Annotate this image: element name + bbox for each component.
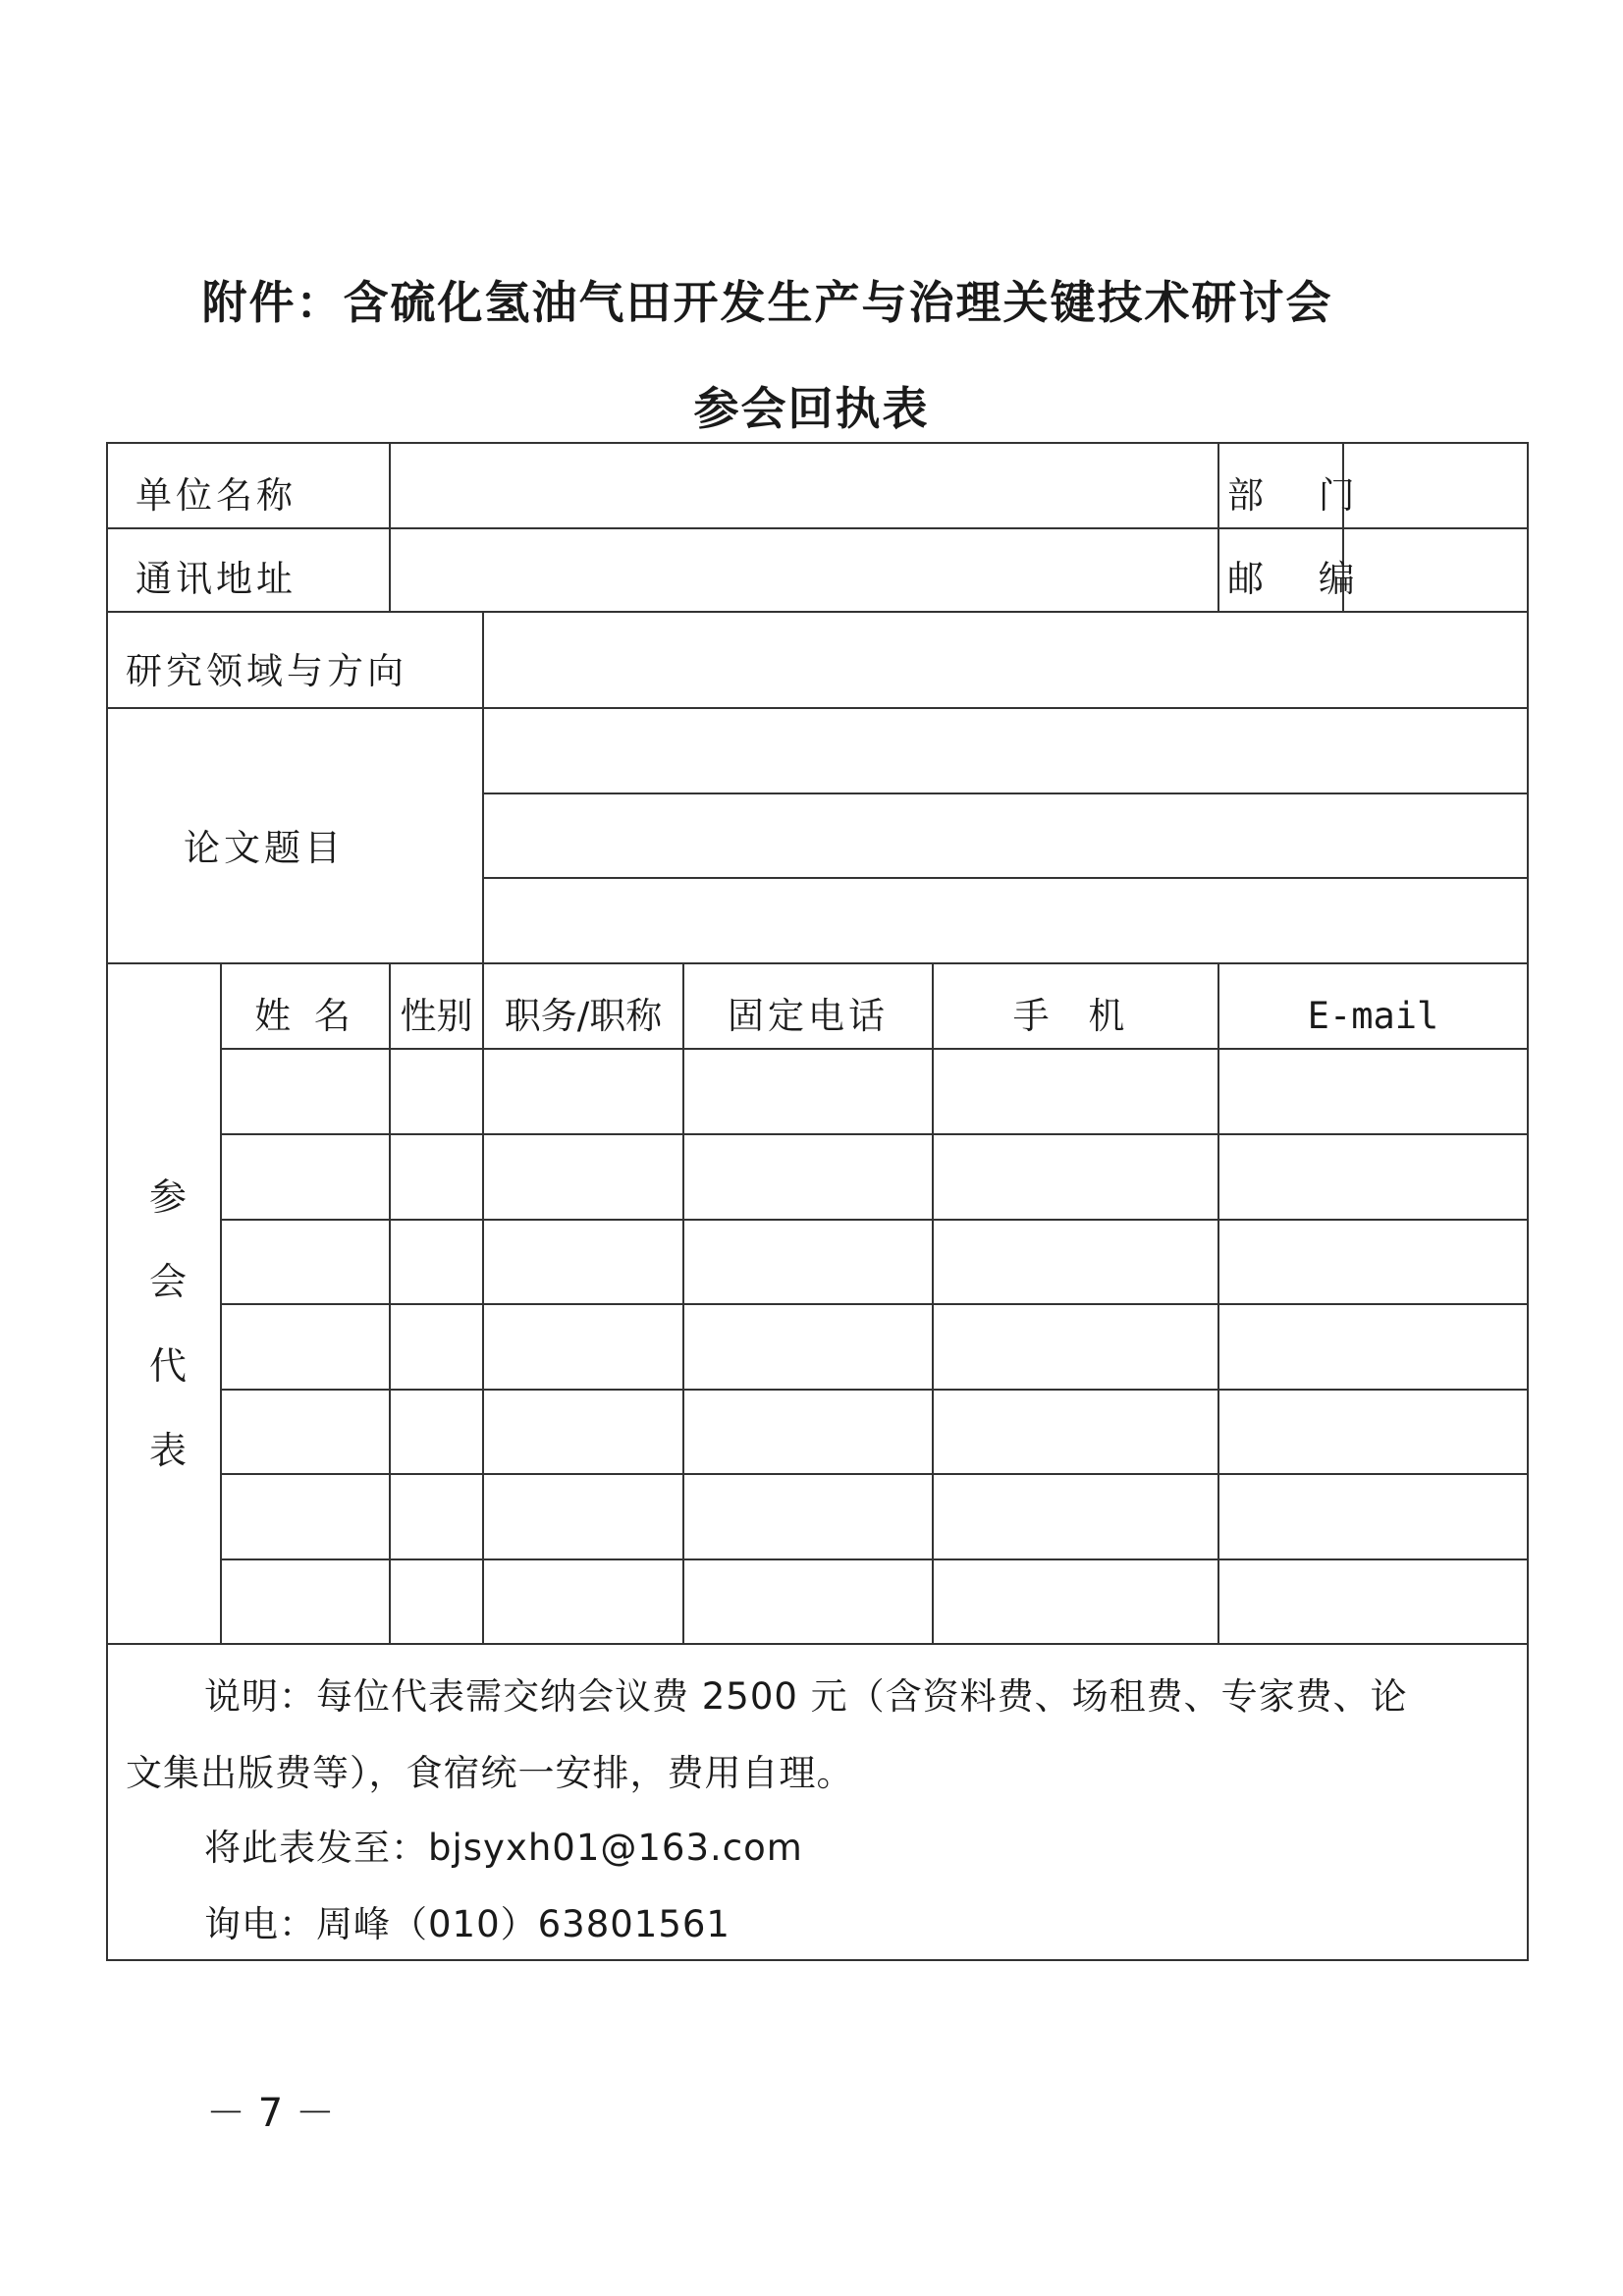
row-divider: [106, 527, 1529, 529]
row-divider: [106, 611, 1529, 613]
delegate-row-divider: [220, 1473, 1529, 1475]
col-divider: [220, 962, 222, 1645]
table-border-right: [1527, 442, 1529, 1961]
col-divider: [1217, 962, 1219, 1645]
paper-title-label: 论文题目: [184, 827, 345, 869]
note-contact: 询电：周峰（010）63801561: [204, 1903, 730, 1945]
note-fee-line1: 说明：每位代表需交纳会议费 2500 元（含资料费、场租费、专家费、论: [204, 1675, 1408, 1718]
row-divider: [106, 1643, 1529, 1645]
delegates-label-char: 表: [148, 1429, 187, 1472]
table-border-bottom: [106, 1959, 1529, 1961]
column-header-gender: 性别: [400, 995, 473, 1037]
delegate-row-divider: [220, 1389, 1529, 1391]
delegate-row-divider: [220, 1303, 1529, 1305]
delegate-row-divider: [220, 1048, 1529, 1050]
row-divider: [106, 707, 1529, 709]
table-border-left: [106, 442, 108, 1961]
table-border-top: [106, 442, 1529, 444]
paper-row-divider: [482, 793, 1529, 794]
paper-row-divider: [482, 877, 1529, 879]
delegate-row-divider: [220, 1558, 1529, 1560]
postcode-label: 邮 编: [1227, 558, 1377, 600]
col-divider: [1217, 442, 1219, 613]
col-divider: [389, 962, 391, 1645]
col-divider: [482, 962, 484, 1645]
delegates-label-char: 参: [148, 1175, 187, 1219]
unit-name-label: 单位名称: [135, 474, 297, 517]
address-label: 通讯地址: [135, 558, 297, 600]
col-divider: [482, 611, 484, 964]
delegates-label-char: 会: [148, 1260, 187, 1303]
column-header-phone: 固定电话: [728, 995, 889, 1037]
document-title-line1: 附件：含硫化氢油气田开发生产与治理关键技术研讨会: [201, 276, 1333, 329]
col-divider: [389, 442, 391, 613]
note-fee-line2: 文集出版费等），食宿统一安排，费用自理。: [126, 1752, 854, 1794]
research-field-label: 研究领域与方向: [126, 650, 407, 692]
row-divider: [106, 962, 1529, 964]
col-divider: [932, 962, 934, 1645]
page-number: － 7 －: [206, 2091, 335, 2136]
column-header-name: 姓 名: [254, 995, 356, 1037]
department-label: 部 门: [1227, 474, 1377, 517]
column-header-title: 职务/职称: [504, 995, 663, 1037]
column-header-email: E-mail: [1307, 995, 1439, 1037]
note-send-to: 将此表发至：bjsyxh01@163.com: [204, 1827, 803, 1869]
document-title-line2: 参会回执表: [693, 382, 930, 435]
column-header-mobile: 手 机: [1012, 995, 1139, 1037]
col-divider: [682, 962, 684, 1645]
delegate-row-divider: [220, 1219, 1529, 1221]
delegate-row-divider: [220, 1133, 1529, 1135]
delegates-label-char: 代: [148, 1344, 187, 1388]
